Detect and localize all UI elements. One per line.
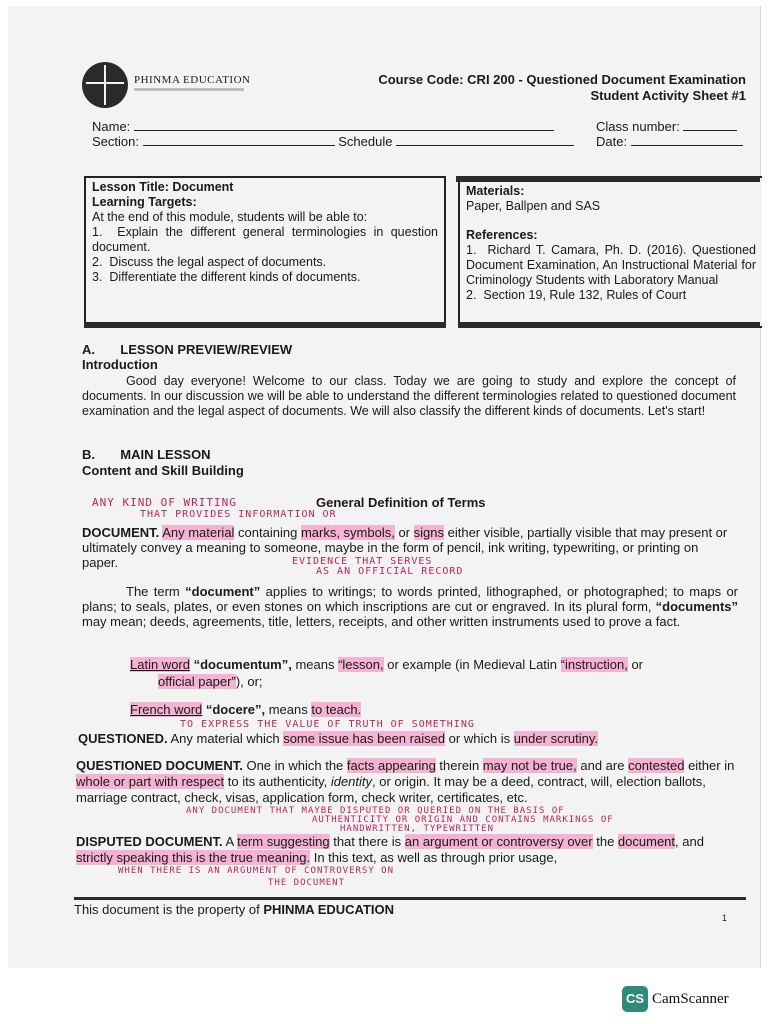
questioned-definition	[78, 731, 598, 746]
section-line[interactable]	[143, 134, 335, 146]
term: “documentum”,	[189, 657, 292, 672]
lesson-title: Lesson Title: Document	[92, 180, 234, 194]
highlight: facts appearing	[346, 758, 436, 773]
handwritten-note: AUTHENTICITY OR ORIGIN AND CONTAINS MARKINGS OF	[312, 815, 614, 825]
text: or which is	[445, 731, 514, 746]
highlight: contested	[628, 758, 685, 773]
handwritten-note: ANY KIND OF WRITING	[92, 496, 237, 509]
text: the	[592, 834, 618, 849]
section-label: Section:	[92, 134, 139, 149]
date-line[interactable]	[631, 134, 743, 146]
highlight: some issue has been raised	[283, 731, 446, 746]
term: “document”	[185, 584, 261, 599]
text: A	[222, 834, 238, 849]
highlight: Any material	[162, 525, 235, 540]
text: In this text, as well as through prior usage,	[310, 850, 558, 865]
handwritten-note: TO EXPRESS THE VALUE OF TRUTH OF SOMETHING	[180, 719, 475, 730]
text: to its authenticity,	[224, 774, 331, 789]
camscanner-icon: CS	[622, 986, 648, 1012]
highlight: “lesson,	[338, 657, 384, 672]
text: containing	[234, 525, 301, 540]
schedule-line[interactable]	[396, 134, 574, 146]
term: “docere”,	[202, 702, 266, 717]
learning-target-item: 3. Differentiate the different kinds of documents.	[92, 270, 361, 284]
text: or	[627, 657, 644, 672]
highlight: an argument or controversy over	[404, 834, 593, 849]
learning-target-item: 1. Explain the different general terminologies in question document.	[92, 225, 438, 254]
materials-heading: Materials:	[466, 184, 525, 198]
term: “documents”	[655, 599, 738, 614]
learning-targets-heading: Learning Targets:	[92, 195, 197, 209]
box-top-bar	[456, 176, 760, 182]
section-a-subheading: Introduction	[82, 357, 158, 372]
highlight: term suggesting	[237, 834, 330, 849]
box-shadow-bar	[458, 322, 760, 328]
text: either in	[684, 758, 735, 773]
text: means	[291, 657, 339, 672]
highlight: signs	[413, 525, 444, 540]
schedule-label: Schedule	[338, 134, 393, 149]
handwritten-note: AS AN OFFICIAL RECORD	[316, 566, 464, 577]
text: applies to writings; to words printed, lithographed, or photographed; to maps or plans; to seals, plates, or even stones on which inscriptions are cut or engraved. In its plural form,	[82, 584, 738, 614]
name-field[interactable]	[92, 119, 554, 134]
footer-divider	[74, 897, 746, 900]
footer-brand: PHINMA EDUCATION	[263, 902, 395, 917]
page-number: 1	[722, 913, 728, 923]
materials-text: Paper, Ballpen and SAS	[466, 199, 601, 213]
handwritten-note: EVIDENCE THAT SERVES	[292, 556, 433, 567]
phinma-logo	[82, 62, 262, 110]
class-number-line[interactable]	[683, 119, 737, 131]
text: ), or;	[235, 674, 263, 689]
handwritten-note: THAT PROVIDES INFORMATION OR	[140, 509, 337, 520]
name-label: Name:	[92, 119, 131, 134]
highlight: French word	[130, 702, 203, 717]
globe-icon	[82, 62, 128, 108]
learning-target-item: 2. Discuss the legal aspect of documents.	[92, 255, 327, 269]
reference-item: 1. Richard T. Camara, Ph. D. (2016). Questioned Document Examination, An Instructional Material for Criminology Students with Laboratory Manual	[466, 243, 756, 287]
highlight: under scrutiny.	[513, 731, 598, 746]
course-line: Course Code: CRI 200 - Questioned Document Examination	[378, 72, 746, 87]
camscanner-text: CamScanner	[652, 990, 729, 1007]
date-label: Date:	[596, 134, 628, 149]
text: therein	[435, 758, 483, 773]
reference-item: 2. Section 19, Rule 132, Rules of Court	[466, 288, 687, 302]
handwritten-note: ANY DOCUMENT THAT MAYBE DISPUTED OR QUERIED ON THE BASIS OF	[186, 806, 565, 816]
text: This document is the property of	[74, 902, 264, 917]
section-b-subheading: Content and Skill Building	[82, 463, 244, 478]
highlight: official paper”	[158, 674, 236, 689]
name-line[interactable]	[134, 119, 554, 131]
highlight: “instruction,	[560, 657, 628, 672]
learning-targets-intro: At the end of this module, students will be able to:	[92, 210, 368, 224]
handwritten-note: WHEN THERE IS AN ARGUMENT OF CONTROVERSY ON	[118, 866, 394, 876]
highlight: whole or part with respect	[76, 774, 225, 789]
section-a-body: Good day everyone! Welcome to our class. Today we are going to study and explore the concept of documents. In our discussion we will be able to understand the different terminologies related to questioned document examination and the legal aspect of documents. We will also classify the different kinds of documents. Let's start!	[82, 374, 736, 418]
term: QUESTIONED.	[78, 731, 168, 746]
highlight: Latin word	[130, 657, 190, 672]
camscanner-watermark	[622, 986, 729, 1012]
disputed-document-definition	[76, 834, 740, 866]
document-title	[378, 72, 746, 104]
class-number-label: Class number:	[596, 119, 680, 134]
text: or example (in Medieval Latin	[383, 657, 561, 672]
footer-text	[74, 902, 394, 917]
logo-tagline	[134, 88, 244, 91]
date-field[interactable]	[596, 134, 743, 149]
highlight: document	[617, 834, 676, 849]
text: either visible, partially visible that may present or ultimately convey a meaning to someone, maybe in the form of pencil, ink writing, typewriting, or printing on paper.	[82, 525, 728, 570]
handwritten-note: HANDWRITTEN, TYPEWRITTEN	[340, 824, 495, 834]
text: may mean; deeds, agreements, title, letters, receipts, and other written instruments used to prove a fact.	[82, 614, 681, 629]
highlight: marks, symbols,	[300, 525, 395, 540]
section-field[interactable]	[92, 134, 574, 149]
questioned-document-definition	[76, 758, 738, 806]
materials-box	[458, 176, 762, 328]
references-heading: References:	[466, 228, 538, 242]
text: One in which the	[242, 758, 347, 773]
box-shadow-bar	[84, 322, 446, 328]
definitions-title: General Definition of Terms	[316, 495, 486, 510]
text: , and	[675, 834, 704, 849]
text: Any material which	[167, 731, 284, 746]
text: , or origin. It may be a deed, contract, will, election ballots, marriage contract, check, visas, application form, check writer, certificates, etc.	[76, 774, 706, 805]
text: identity	[330, 774, 373, 789]
lesson-box	[84, 176, 446, 328]
term: QUESTIONED DOCUMENT.	[76, 758, 243, 773]
text: and are	[576, 758, 629, 773]
logo-text: PHINMA EDUCATION	[134, 74, 251, 86]
term-document-paragraph	[82, 584, 738, 629]
term: DISPUTED DOCUMENT.	[76, 834, 223, 849]
highlight: may not be true,	[482, 758, 577, 773]
french-word-line	[130, 702, 361, 717]
term: DOCUMENT.	[82, 525, 160, 540]
highlight: strictly speaking this is the true meaning.	[76, 850, 311, 865]
text: or	[394, 525, 414, 540]
section-a-heading: A. LESSON PREVIEW/REVIEW	[82, 342, 293, 357]
text: The term	[126, 584, 186, 599]
text: means	[265, 702, 312, 717]
text: that there is	[329, 834, 405, 849]
latin-word-line	[130, 656, 730, 690]
class-number-field[interactable]	[596, 119, 737, 134]
highlight: to teach.	[311, 702, 362, 717]
sheet-line: Student Activity Sheet #1	[590, 88, 746, 103]
section-b-heading: B. MAIN LESSON	[82, 447, 211, 462]
handwritten-note: THE DOCUMENT	[268, 878, 346, 888]
